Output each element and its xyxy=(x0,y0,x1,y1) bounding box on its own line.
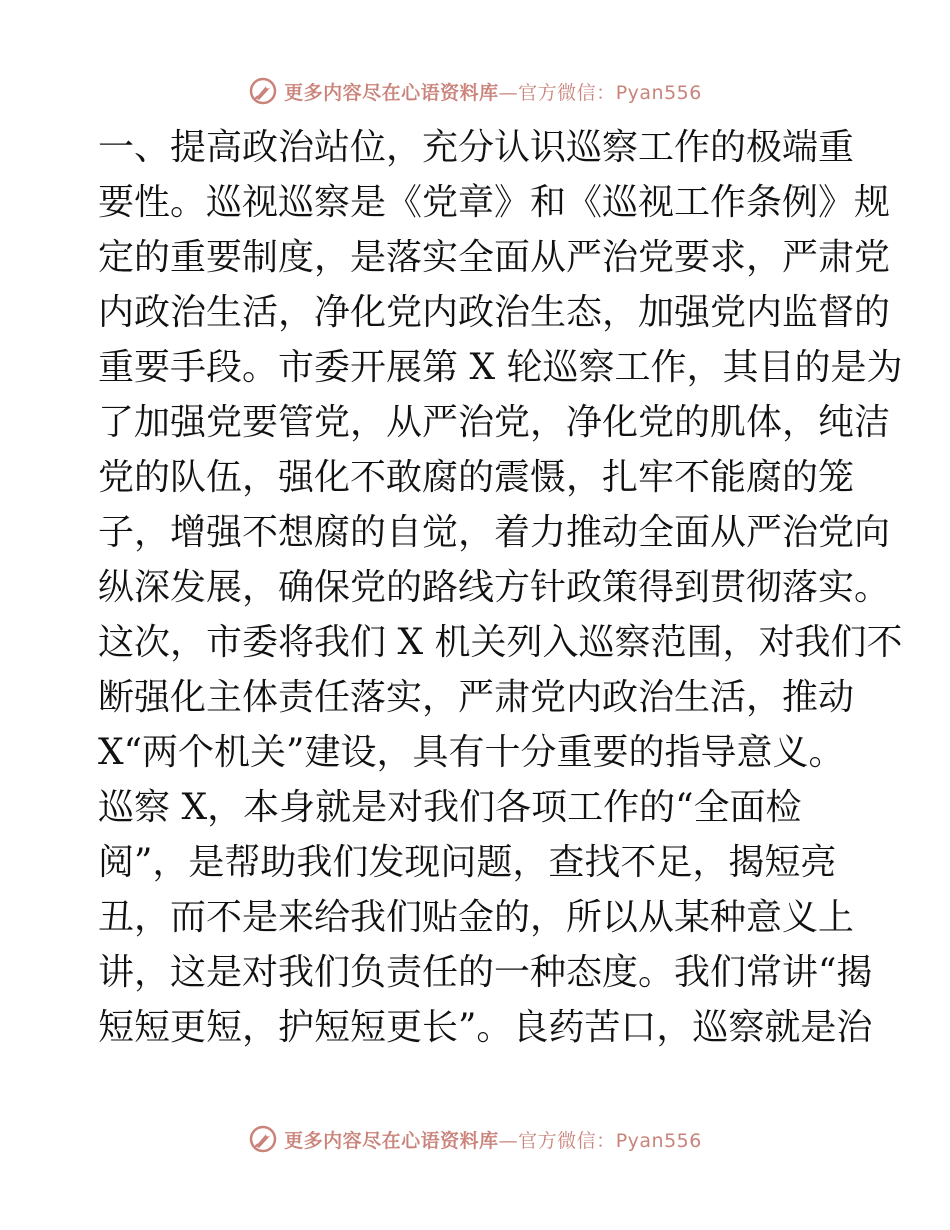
text-line: 讲，这是对我们负责任的一种态度。我们常讲“揭 xyxy=(98,952,873,993)
text-line: 阅”，是帮助我们发现问题，查找不足，揭短亮 xyxy=(98,842,837,883)
header-watermark xyxy=(0,74,950,108)
watermark-text xyxy=(284,1126,702,1153)
text-line: 一、提高政治站位，充分认识巡察工作的极端重 xyxy=(98,127,855,168)
document-body xyxy=(98,120,903,1055)
watermark-wechat-id: Pyan556 xyxy=(615,81,702,104)
watermark-separator: — xyxy=(498,1129,519,1152)
text-line: 定的重要制度，是落实全面从严治党要求，严肃党 xyxy=(98,237,891,278)
text-line: 重要手段。市委开展第 X 轮巡察工作，其目的是为 xyxy=(98,347,903,388)
text-line: 巡察 X，本身就是对我们各项工作的“全面检 xyxy=(98,787,802,828)
text-line: 这次，市委将我们 X 机关列入巡察范围，对我们不 xyxy=(98,622,903,663)
watermark-wechat-id: Pyan556 xyxy=(615,1129,702,1152)
text-line: 断强化主体责任落实，严肃党内政治生活，推动 xyxy=(98,677,855,718)
text-line: 了加强党要管党，从严治党，净化党的肌体，纯洁 xyxy=(98,402,891,443)
text-line: 纵深发展，确保党的路线方针政策得到贯彻落实。 xyxy=(98,567,891,608)
pen-nib-logo-icon xyxy=(248,76,278,106)
text-line: 党的队伍，强化不敢腐的震慑，扎牢不能腐的笼 xyxy=(98,457,855,498)
pen-nib-logo-icon xyxy=(248,1124,278,1154)
watermark-separator: — xyxy=(498,81,519,104)
text-line: 子，增强不想腐的自觉，着力推动全面从严治党向 xyxy=(98,512,891,553)
watermark-brand: 更多内容尽在心语资料库 xyxy=(284,81,499,104)
text-line: 要性。巡视巡察是《党章》和《巡视工作条例》规 xyxy=(98,182,891,223)
text-line: 内政治生活，净化党内政治生态，加强党内监督的 xyxy=(98,292,891,333)
watermark-wechat-label: 官方微信： xyxy=(518,1129,616,1152)
watermark-brand: 更多内容尽在心语资料库 xyxy=(284,1129,499,1152)
text-line: 丑，而不是来给我们贴金的，所以从某种意义上 xyxy=(98,897,855,938)
watermark-wechat-label: 官方微信： xyxy=(518,81,616,104)
watermark-text xyxy=(284,78,702,105)
footer-watermark xyxy=(0,1122,950,1156)
text-line: X“两个机关”建设，具有十分重要的指导意义。 xyxy=(98,732,845,773)
text-line: 短短更短，护短短更长”。良药苦口，巡察就是治 xyxy=(98,1007,873,1048)
